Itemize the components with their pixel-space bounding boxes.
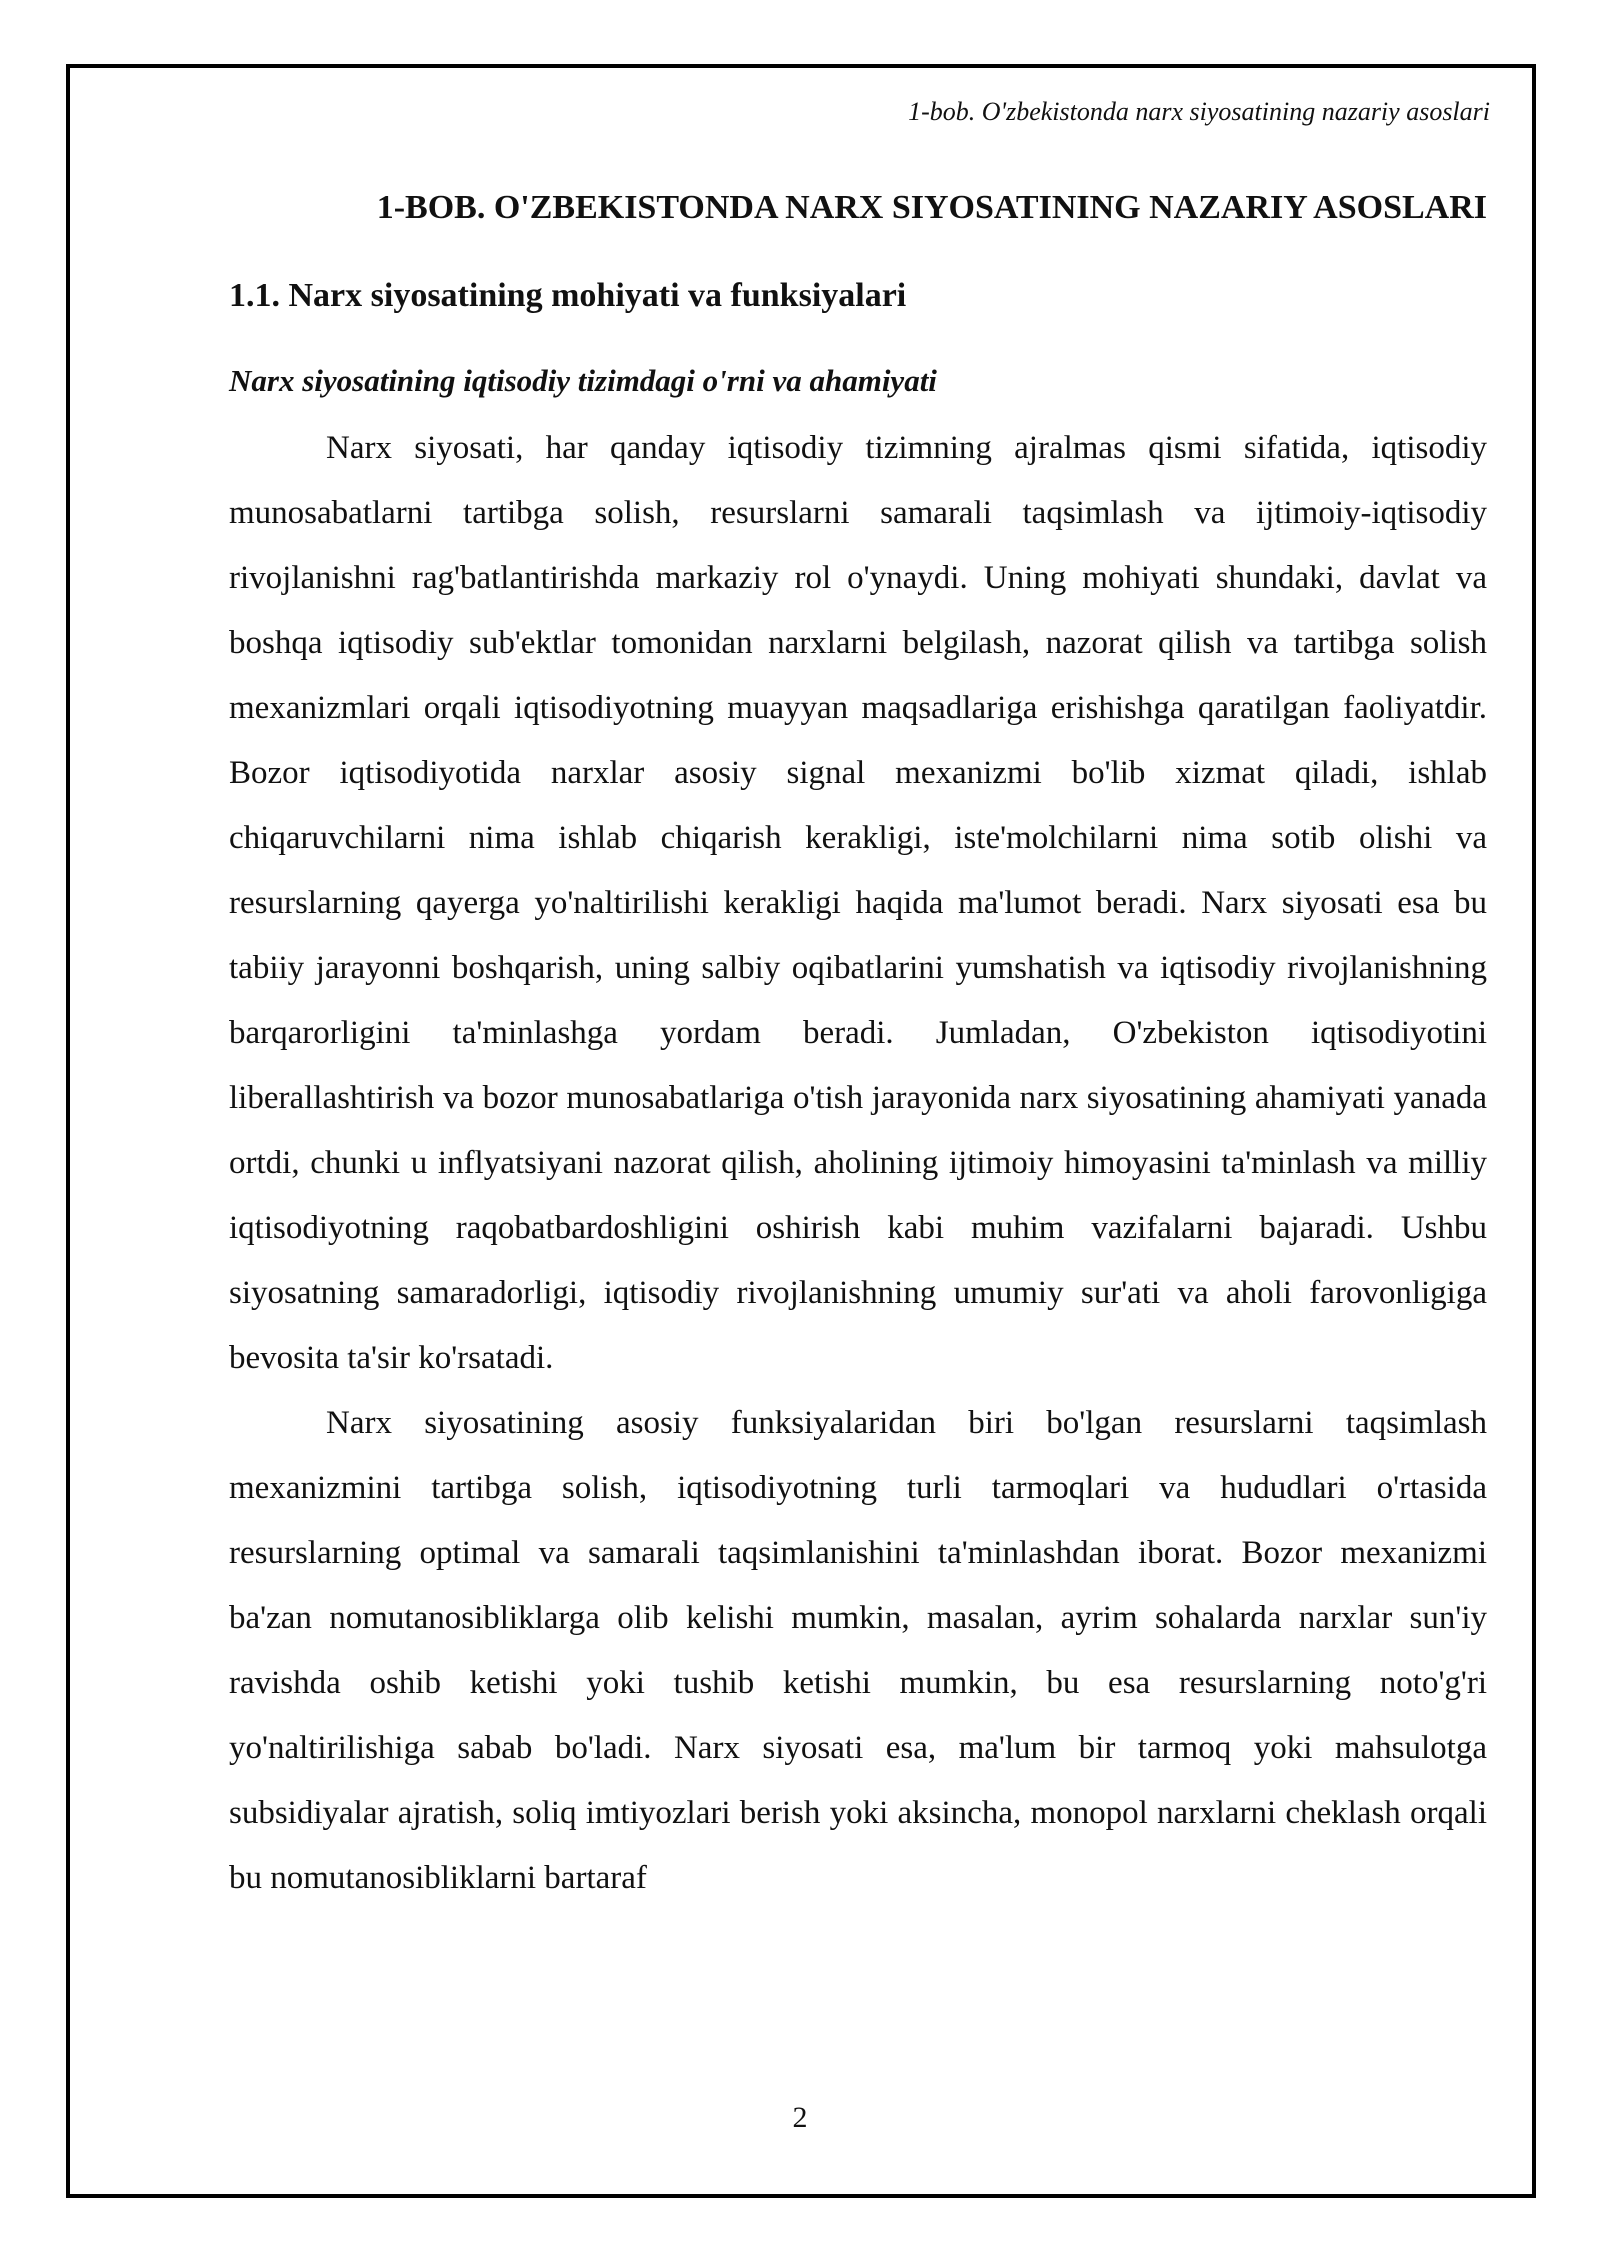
chapter-title: 1-BOB. O'ZBEKISTONDA NARX SIYOSATINING NAZARIY ASOSLARI — [376, 189, 1487, 226]
page-number: 2 — [792, 2101, 808, 2134]
running-header: 1-bob. O'zbekistonda narx siyosatining nazariy asoslari — [908, 97, 1490, 126]
subsection-title: Narx siyosatining iqtisodiy tizimdagi o'rni va ahamiyati — [229, 363, 937, 399]
section-title: 1.1. Narx siyosatining mohiyati va funksiyalari — [229, 277, 907, 315]
body-paragraph: Narx siyosatining asosiy funksiyalaridan biri bo'lgan resurslarni taqsimlash mexanizmini tartibga solish, iqtisodiyotning turli tarmoqlari va hududlari o'rtasida resurslarning optimal va samarali taqsimlanishini ta'minlashdan iborat. Bozor mexanizmi ba'zan nomutanosibliklarga olib kelishi mumkin, masalan, ayrim sohalarda narxlar sun'iy ravishda oshib ketishi yoki tushib ketishi mumkin, bu esa resurslarning noto'g'ri yo'naltirilishiga sabab bo'ladi. Narx siyosati esa, ma'lum bir tarmoq yoki mahsulotga subsidiyalar ajratish, soliq imtiyozlari berish yoki aksincha, monopol narxlarni cheklash orqali bu nomutanosibliklarni bartaraf — [229, 1404, 1487, 1896]
body-paragraph: Narx siyosati, har qanday iqtisodiy tizimning ajralmas qismi sifatida, iqtisodiy munosabatlarni tartibga solish, resurslarni samarali taqsimlash va ijtimoiy-iqtisodiy rivojlanishni rag'batlantirishda markaziy rol o'ynaydi. Uning mohiyati shundaki, davlat va boshqa iqtisodiy sub'ektlar tomonidan narxlarni belgilash, nazorat qilish va tartibga solish mexanizmlari orqali iqtisodiyotning muayyan maqsadlariga erishishga qaratilgan faoliyatdir. Bozor iqtisodiyotida narxlar asosiy signal mexanizmi bo'lib xizmat qiladi, ishlab chiqaruvchilarni nima ishlab chiqarish kerakligi, iste'molchilarni nima sotib olishi va resurslarning qayerga yo'naltirilishi kerakligi haqida ma'lumot beradi. Narx siyosati esa bu tabiiy jarayonni boshqarish, uning salbiy oqibatlarini yumshatish va iqtisodiy rivojlanishning barqarorligini ta'minlashga yordam beradi. Jumladan, O'zbekiston iqtisodiyotini liberallashtirish va bozor munosabatlariga o'tish jarayonida narx siyosatining ahamiyati yanada ortdi, chunki u inflyatsiyani nazorat qilish, aholining ijtimoiy himoyasini ta'minlash va milliy iqtisodiyotning raqobatbardoshligini oshirish kabi muhim vazifalarni bajaradi. Ushbu siyosatning samaradorligi, iqtisodiy rivojlanishning umumiy sur'ati va aholi farovonligiga bevosita ta'sir ko'rsatadi. — [229, 429, 1487, 1376]
page-content — [229, 186, 1487, 1911]
